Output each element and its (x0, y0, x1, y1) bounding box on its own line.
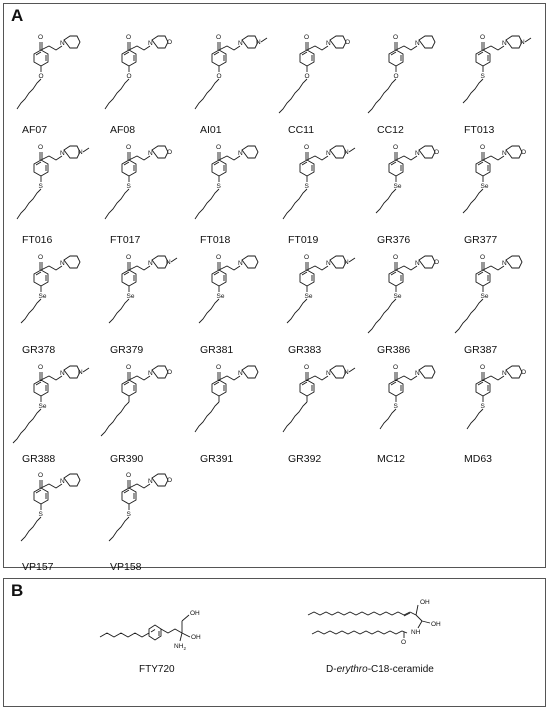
compound-label: GR386 (377, 344, 411, 356)
svg-text:O: O (434, 259, 440, 266)
compound-gr388 (22, 354, 112, 464)
structure-gr378 (22, 244, 112, 340)
svg-text:O: O (393, 364, 399, 371)
structure-gr387 (464, 244, 550, 340)
svg-text:O: O (126, 73, 132, 80)
compound-gr381 (200, 244, 290, 354)
panel-b (3, 578, 546, 707)
compound-label: AF07 (22, 124, 48, 136)
svg-text:S: S (126, 511, 131, 518)
svg-text:N: N (415, 370, 420, 377)
panel-a-letter: A (11, 6, 24, 25)
svg-text:O: O (216, 34, 222, 41)
fty-nh2: NH (174, 643, 184, 650)
svg-text:O: O (38, 254, 44, 261)
svg-text:O: O (304, 34, 310, 41)
structure-af07 (22, 24, 112, 120)
svg-text:Se: Se (38, 293, 47, 300)
fty720-label: FTY720 (139, 664, 175, 675)
svg-text:Se: Se (126, 293, 135, 300)
svg-text:S: S (38, 183, 43, 190)
compound-gr383 (288, 244, 378, 354)
compound-af08 (110, 24, 200, 134)
cer-oh1: OH (420, 599, 430, 606)
svg-text:S: S (126, 183, 131, 190)
compound-label: FT013 (464, 124, 495, 136)
compound-cc12 (377, 24, 467, 134)
structure-gr379 (110, 244, 200, 340)
svg-text:O: O (167, 149, 173, 156)
svg-text:O: O (304, 364, 310, 371)
structure-ai01 (200, 24, 290, 120)
cer-nh: NH (411, 629, 421, 636)
compound-ai01 (200, 24, 290, 134)
svg-text:O: O (480, 34, 486, 41)
structure-vp158 (110, 462, 200, 558)
svg-text:O: O (167, 369, 173, 376)
svg-text:N: N (148, 40, 153, 47)
structure-md63 (464, 354, 550, 450)
compound-ft017 (110, 134, 200, 244)
compound-label: GR376 (377, 234, 411, 246)
fty-oh1: OH (190, 610, 200, 617)
svg-text:N: N (502, 40, 507, 47)
compound-gr392 (288, 354, 378, 464)
svg-text:N: N (344, 149, 349, 156)
svg-text:O: O (126, 34, 132, 41)
compound-label: GR388 (22, 453, 56, 465)
ceramide-label (326, 664, 434, 675)
compound-label: AI01 (200, 124, 222, 136)
svg-text:O: O (393, 144, 399, 151)
fty-oh2: OH (191, 634, 201, 641)
compound-label: AF08 (110, 124, 136, 136)
structure-ft018 (200, 134, 290, 230)
compound-md63 (464, 354, 550, 464)
svg-text:S: S (216, 183, 221, 190)
svg-text:O: O (216, 73, 222, 80)
compound-label: GR381 (200, 344, 234, 356)
svg-text:O: O (216, 144, 222, 151)
svg-text:N: N (78, 149, 83, 156)
structure-cc12 (377, 24, 467, 120)
compound-label: VP157 (22, 561, 54, 573)
compound-label: GR383 (288, 344, 322, 356)
svg-text:N: N (415, 150, 420, 157)
svg-text:N: N (344, 259, 349, 266)
svg-text:N: N (415, 260, 420, 267)
svg-text:N: N (148, 370, 153, 377)
svg-text:N: N (60, 150, 65, 157)
svg-text:O: O (434, 149, 440, 156)
structure-cc11 (288, 24, 378, 120)
compound-gr386 (377, 244, 467, 354)
svg-text:O: O (126, 364, 132, 371)
compound-label: FT018 (200, 234, 231, 246)
structure-mc12 (377, 354, 467, 450)
structure-ft016 (22, 134, 112, 230)
svg-text:N: N (238, 150, 243, 157)
svg-text:N: N (326, 40, 331, 47)
svg-text:O: O (167, 39, 173, 46)
svg-text:S: S (480, 403, 485, 410)
svg-text:N: N (148, 150, 153, 157)
structure-ft019 (288, 134, 378, 230)
svg-text:O: O (393, 34, 399, 41)
compound-gr391 (200, 354, 290, 464)
svg-text:N: N (326, 260, 331, 267)
svg-text:O: O (480, 364, 486, 371)
compound-label: GR390 (110, 453, 144, 465)
structure-ft013 (464, 24, 550, 120)
svg-text:O: O (521, 369, 527, 376)
compound-label: VP158 (110, 561, 142, 573)
svg-text:O: O (480, 254, 486, 261)
compound-gr390 (110, 354, 200, 464)
compound-label: FT016 (22, 234, 53, 246)
compound-gr387 (464, 244, 550, 354)
svg-text:O: O (304, 73, 310, 80)
svg-text:N: N (60, 260, 65, 267)
svg-text:O: O (304, 254, 310, 261)
svg-text:O: O (126, 144, 132, 151)
svg-text:S: S (304, 183, 309, 190)
ceramide-structure (302, 593, 462, 653)
structure-gr386 (377, 244, 467, 340)
fty-nh2-sub: 2 (183, 646, 187, 651)
compound-mc12 (377, 354, 467, 464)
svg-text:Se: Se (38, 403, 47, 410)
svg-text:Se: Se (393, 183, 402, 190)
compound-label: CC12 (377, 124, 404, 136)
compound-label: MC12 (377, 453, 406, 465)
compound-label: GR387 (464, 344, 498, 356)
svg-text:N: N (256, 39, 261, 46)
svg-text:Se: Se (480, 293, 489, 300)
cer-oh2: OH (431, 621, 441, 628)
structure-gr383 (288, 244, 378, 340)
svg-text:N: N (502, 150, 507, 157)
svg-text:O: O (480, 144, 486, 151)
structure-gr388 (22, 354, 112, 450)
svg-text:Se: Se (393, 293, 402, 300)
svg-text:S: S (480, 73, 485, 80)
structure-gr377 (464, 134, 550, 230)
svg-text:O: O (38, 73, 44, 80)
svg-text:O: O (126, 472, 132, 479)
svg-text:N: N (326, 150, 331, 157)
svg-text:N: N (326, 370, 331, 377)
ceramide-suffix: -C18-ceramide (367, 664, 434, 675)
fty720-structure (92, 601, 212, 651)
cer-o: O (401, 639, 407, 646)
ceramide-prefix: D- (326, 664, 337, 675)
compound-vp157 (22, 462, 112, 572)
compound-ft013 (464, 24, 550, 134)
compound-gr379 (110, 244, 200, 354)
compound-ft018 (200, 134, 290, 244)
svg-text:O: O (216, 364, 222, 371)
structure-gr392 (288, 354, 378, 450)
svg-text:N: N (238, 370, 243, 377)
svg-text:O: O (38, 364, 44, 371)
structure-gr381 (200, 244, 290, 340)
compound-label: CC11 (288, 124, 315, 136)
panel-b-letter: B (11, 581, 24, 600)
compound-label: GR392 (288, 453, 322, 465)
svg-text:N: N (166, 259, 171, 266)
svg-text:Se: Se (480, 183, 489, 190)
svg-text:N: N (148, 260, 153, 267)
svg-text:N: N (520, 39, 525, 46)
structure-vp157 (22, 462, 112, 558)
svg-text:O: O (393, 254, 399, 261)
compound-vp158 (110, 462, 200, 572)
svg-text:N: N (502, 370, 507, 377)
compound-label: FT017 (110, 234, 141, 246)
svg-text:O: O (38, 472, 44, 479)
svg-text:O: O (345, 39, 351, 46)
compound-label: GR379 (110, 344, 144, 356)
structure-af08 (110, 24, 200, 120)
svg-text:O: O (216, 254, 222, 261)
svg-text:O: O (393, 73, 399, 80)
svg-text:N: N (415, 40, 420, 47)
svg-text:O: O (521, 149, 527, 156)
compound-label: FT019 (288, 234, 319, 246)
svg-text:N: N (60, 40, 65, 47)
compound-gr378 (22, 244, 112, 354)
svg-text:Se: Se (304, 293, 313, 300)
compound-label: GR377 (464, 234, 498, 246)
compound-label: MD63 (464, 453, 493, 465)
svg-text:O: O (304, 144, 310, 151)
svg-text:N: N (344, 369, 349, 376)
svg-text:O: O (126, 254, 132, 261)
svg-text:N: N (502, 260, 507, 267)
svg-text:O: O (38, 34, 44, 41)
svg-text:N: N (60, 370, 65, 377)
svg-text:O: O (167, 477, 173, 484)
svg-text:N: N (78, 369, 83, 376)
compound-label: GR391 (200, 453, 234, 465)
svg-text:O: O (38, 144, 44, 151)
svg-text:N: N (148, 478, 153, 485)
svg-text:S: S (393, 403, 398, 410)
compound-label: GR378 (22, 344, 56, 356)
structure-gr391 (200, 354, 290, 450)
compound-ft019 (288, 134, 378, 244)
panel-a (3, 3, 546, 573)
compound-ft016 (22, 134, 112, 244)
svg-text:S: S (38, 511, 43, 518)
svg-text:N: N (238, 40, 243, 47)
svg-text:N: N (60, 478, 65, 485)
ceramide-italic: erythro (336, 664, 368, 675)
structure-gr376 (377, 134, 467, 230)
svg-text:N: N (238, 260, 243, 267)
svg-text:Se: Se (216, 293, 225, 300)
compound-cc11 (288, 24, 378, 134)
compound-gr377 (464, 134, 550, 244)
compound-gr376 (377, 134, 467, 244)
structure-gr390 (110, 354, 200, 450)
compound-af07 (22, 24, 112, 134)
structure-ft017 (110, 134, 200, 230)
